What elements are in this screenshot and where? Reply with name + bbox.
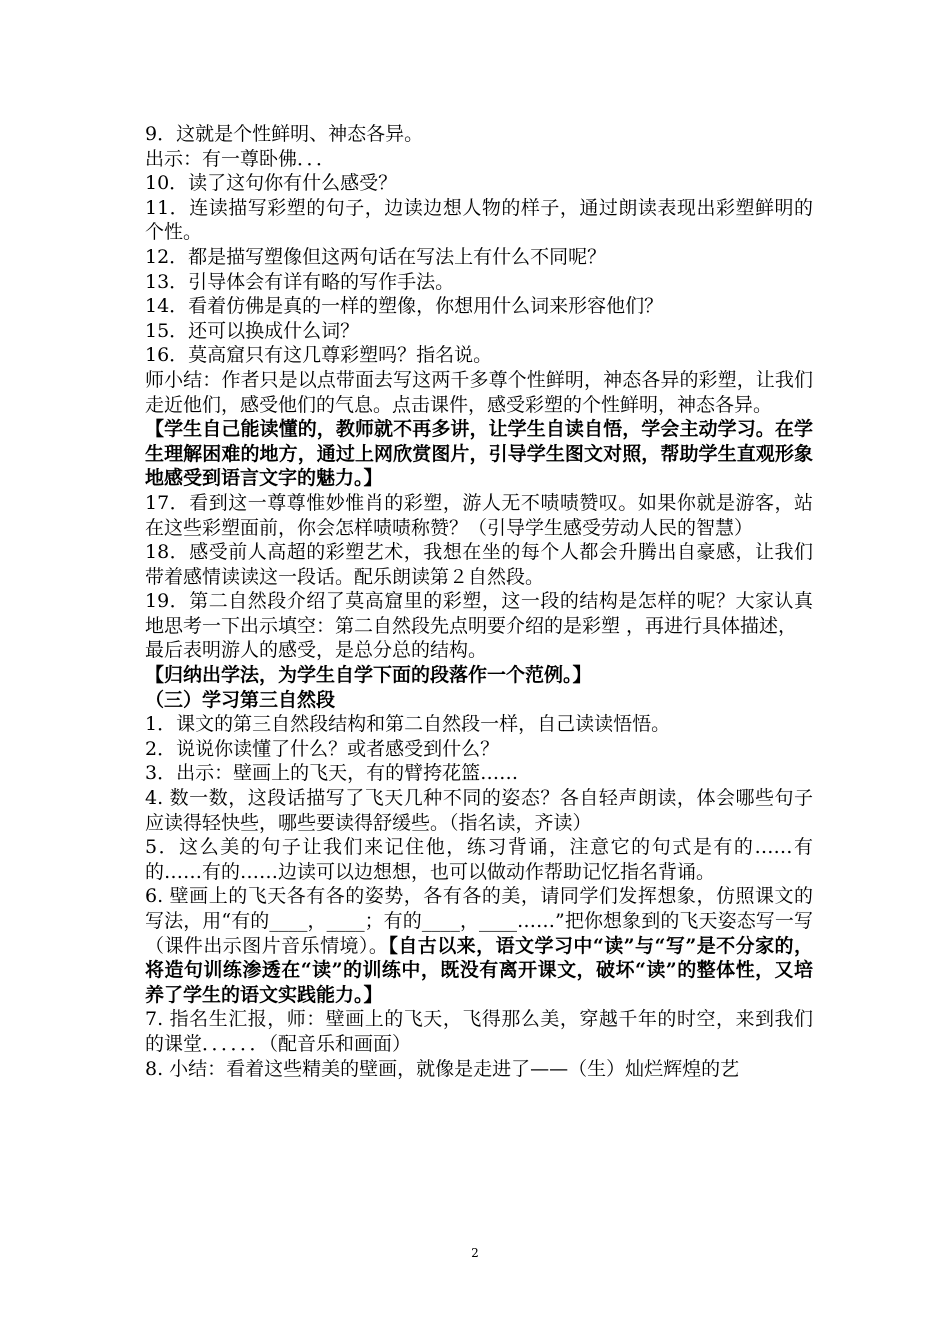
line-structure: 最后表明游人的感受，是总分总的结构。: [145, 639, 488, 662]
section-heading-3: （三）学习第三自然段: [145, 688, 336, 711]
line-18: 18．感受前人高超的彩塑艺术，我想在坐的每个人都会升腾出自豪感，让我们带着感情读读这一段话。配乐朗读第２自然段。: [145, 541, 813, 588]
note-read-write: 【自古以来，语文学习中“读”与“写”是不分家的，将造句训练渗透在“读”的训练中，既没有离开课文，破坏“读”的整体性，又培养了学生的语文实践能力。】: [145, 934, 813, 1006]
step-1: 1．课文的第三自然段结构和第二自然段一样，自己读读悟悟。: [145, 713, 671, 736]
step-4: 4. 数一数，这段话描写了飞天几种不同的姿态？各自轻声朗读，体会哪些句子应读得轻快些，哪些要读得舒缓些。（指名读，齐读）: [145, 787, 813, 834]
step-6-text: 6. 壁画上的飞天各有各的姿势，各有各的美，请同学们发挥想象，仿照课文的写法，用“有的____，____；有的____，____……”把你想象到的飞天姿态写一写（课件出示图片音乐情境）。: [145, 885, 813, 957]
line-13: 13．引导体会有详有略的写作手法。: [145, 270, 455, 293]
line-10: 10．读了这句你有什么感受？: [145, 172, 398, 195]
teacher-summary: 师小结：作者只是以点带面去写这两千多尊个性鲜明，神态各异的彩塑，让我们走近他们，感受他们的气息。点击课件，感受彩塑的个性鲜明，神态各异。: [145, 368, 813, 416]
line-19: 19．第二自然段介绍了莫高窟里的彩塑，这一段的结构是怎样的呢？大家认真地思考一下出示填空：第二自然段先点明要介绍的是彩塑 ，再进行具体描述，: [145, 590, 813, 637]
step-6: [145, 884, 813, 1007]
step-2: 2．说说你读懂了什么？或者感受到什么？: [145, 737, 500, 760]
line-11: 11．连读描写彩塑的句子，边读边想人物的样子，通过朗读表现出彩塑鲜明的个性。: [145, 196, 813, 244]
line-14: 14．看着仿佛是真的一样的塑像，你想用什么词来形容他们？: [145, 295, 664, 318]
step-7: 7. 指名生汇报，师：壁画上的飞天，飞得那么美，穿越千年的时空，来到我们的课堂．．．．．．（配音乐和画面）: [145, 1008, 813, 1055]
page-body: [145, 122, 813, 1081]
line-show-buddha: 出示：有一尊卧佛．．．: [145, 147, 336, 170]
step-3: 3．出示：壁画上的飞天，有的臂挎花篮……: [145, 762, 519, 785]
note-self-reading: 【学生自己能读懂的，教师就不再多讲，让学生自读自悟，学会主动学习。在学生理解困难的地方，通过上网欣赏图片，引导学生图文对照，帮助学生直观形象地感受到语言文字的魅力。】: [145, 418, 813, 490]
step-8: 8. 小结：看着这些精美的壁画，就像是走进了——（生）灿烂辉煌的艺: [145, 1057, 740, 1080]
line-12: 12．都是描写塑像但这两句话在写法上有什么不同呢？: [145, 245, 607, 268]
line-17: 17．看到这一尊尊惟妙惟肖的彩塑，游人无不啧啧赞叹。如果你就是游客，站在这些彩塑面前，你会怎样啧啧称赞？（引导学生感受劳动人民的智慧）: [145, 491, 813, 539]
step-5: 5．这么美的句子让我们来记住他，练习背诵，注意它的句式是有的……有的……有的……边读可以边想想，也可以做动作帮助记忆指名背诵。: [145, 836, 813, 883]
line-15: 15．还可以换成什么词？: [145, 319, 360, 342]
note-method: 【归纳出学法，为学生自学下面的段落作一个范例。】: [145, 664, 592, 687]
line-16: 16．莫高窟只有这几尊彩塑吗？指名说。: [145, 344, 493, 367]
page-number: 2: [471, 1246, 479, 1260]
line-9: 9．这就是个性鲜明、神态各异。: [145, 123, 424, 145]
